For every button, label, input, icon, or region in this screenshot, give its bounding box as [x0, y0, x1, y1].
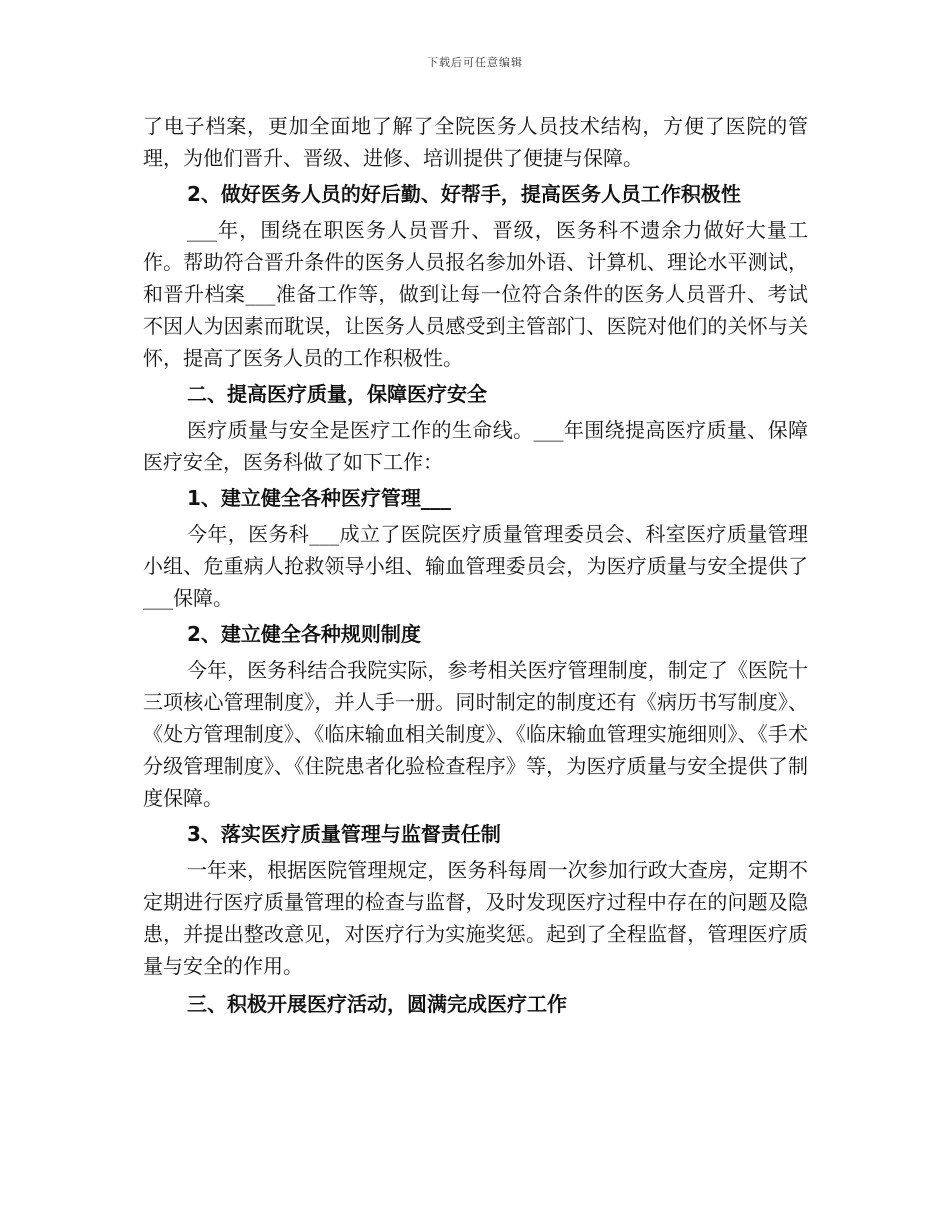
section-heading: 二、提高医疗质量，保障医疗安全	[187, 382, 487, 406]
paragraph: 今年，医务科结合我院实际，参考相关医疗管理制度，制定了《医院十三项核心管理制度》，并人手一册。同时制定的制度还有《病历书写制度》、《处方管理制度》、《临床输血相关制度》、《临床输血管理实施细则》、《手术分级管理制度》、《住院患者化验检查程序》等，为医疗质量与安全提供了制度保障。	[143, 658, 808, 810]
paragraph: ___年，围绕在职医务人员晋升、晋级，医务科不遗余力做好大量工作。帮助符合晋升条件的医务人员报名参加外语、计算机、理论水平测试，和晋升档案___准备工作等，做到让每一位符合条件的医务人员晋升、考试不因人为因素而耽误，让医务人员感受到主管部门、医院对他们的关怀与关怀，提高了医务人员的工作积极性。	[143, 218, 808, 370]
page-header: 下载后可任意编辑	[427, 56, 523, 69]
section-heading: 1、建立健全各种医疗管理___	[187, 486, 451, 510]
paragraph: 了电子档案，更加全面地了解了全院医务人员技术结构，方便了医院的管理，为他们晋升、晋级、进修、培训提供了便捷与保障。	[143, 114, 808, 170]
section-heading: 2、做好医务人员的好后勤、好帮手，提高医务人员工作积极性	[187, 182, 741, 206]
paragraph: 医疗质量与安全是医疗工作的生命线。___年围绕提高医疗质量、保障医疗安全，医务科做了如下工作：	[143, 418, 808, 474]
paragraph: 今年，医务科___成立了医院医疗质量管理委员会、科室医疗质量管理小组、危重病人抢救领导小组、输血管理委员会，为医疗质量与安全提供了___保障。	[143, 522, 808, 610]
paragraph: 一年来，根据医院管理规定，医务科每周一次参加行政大查房，定期不定期进行医疗质量管理的检查与监督，及时发现医疗过程中存在的问题及隐患，并提出整改意见，对医疗行为实施奖惩。起到了全程监督，管理医疗质量与安全的作用。	[143, 858, 808, 978]
section-heading: 2、建立健全各种规则制度	[187, 622, 421, 646]
document-body	[143, 110, 808, 1026]
section-heading: 三、积极开展医疗活动，圆满完成医疗工作	[187, 992, 567, 1016]
section-heading: 3、落实医疗质量管理与监督责任制	[187, 822, 501, 846]
